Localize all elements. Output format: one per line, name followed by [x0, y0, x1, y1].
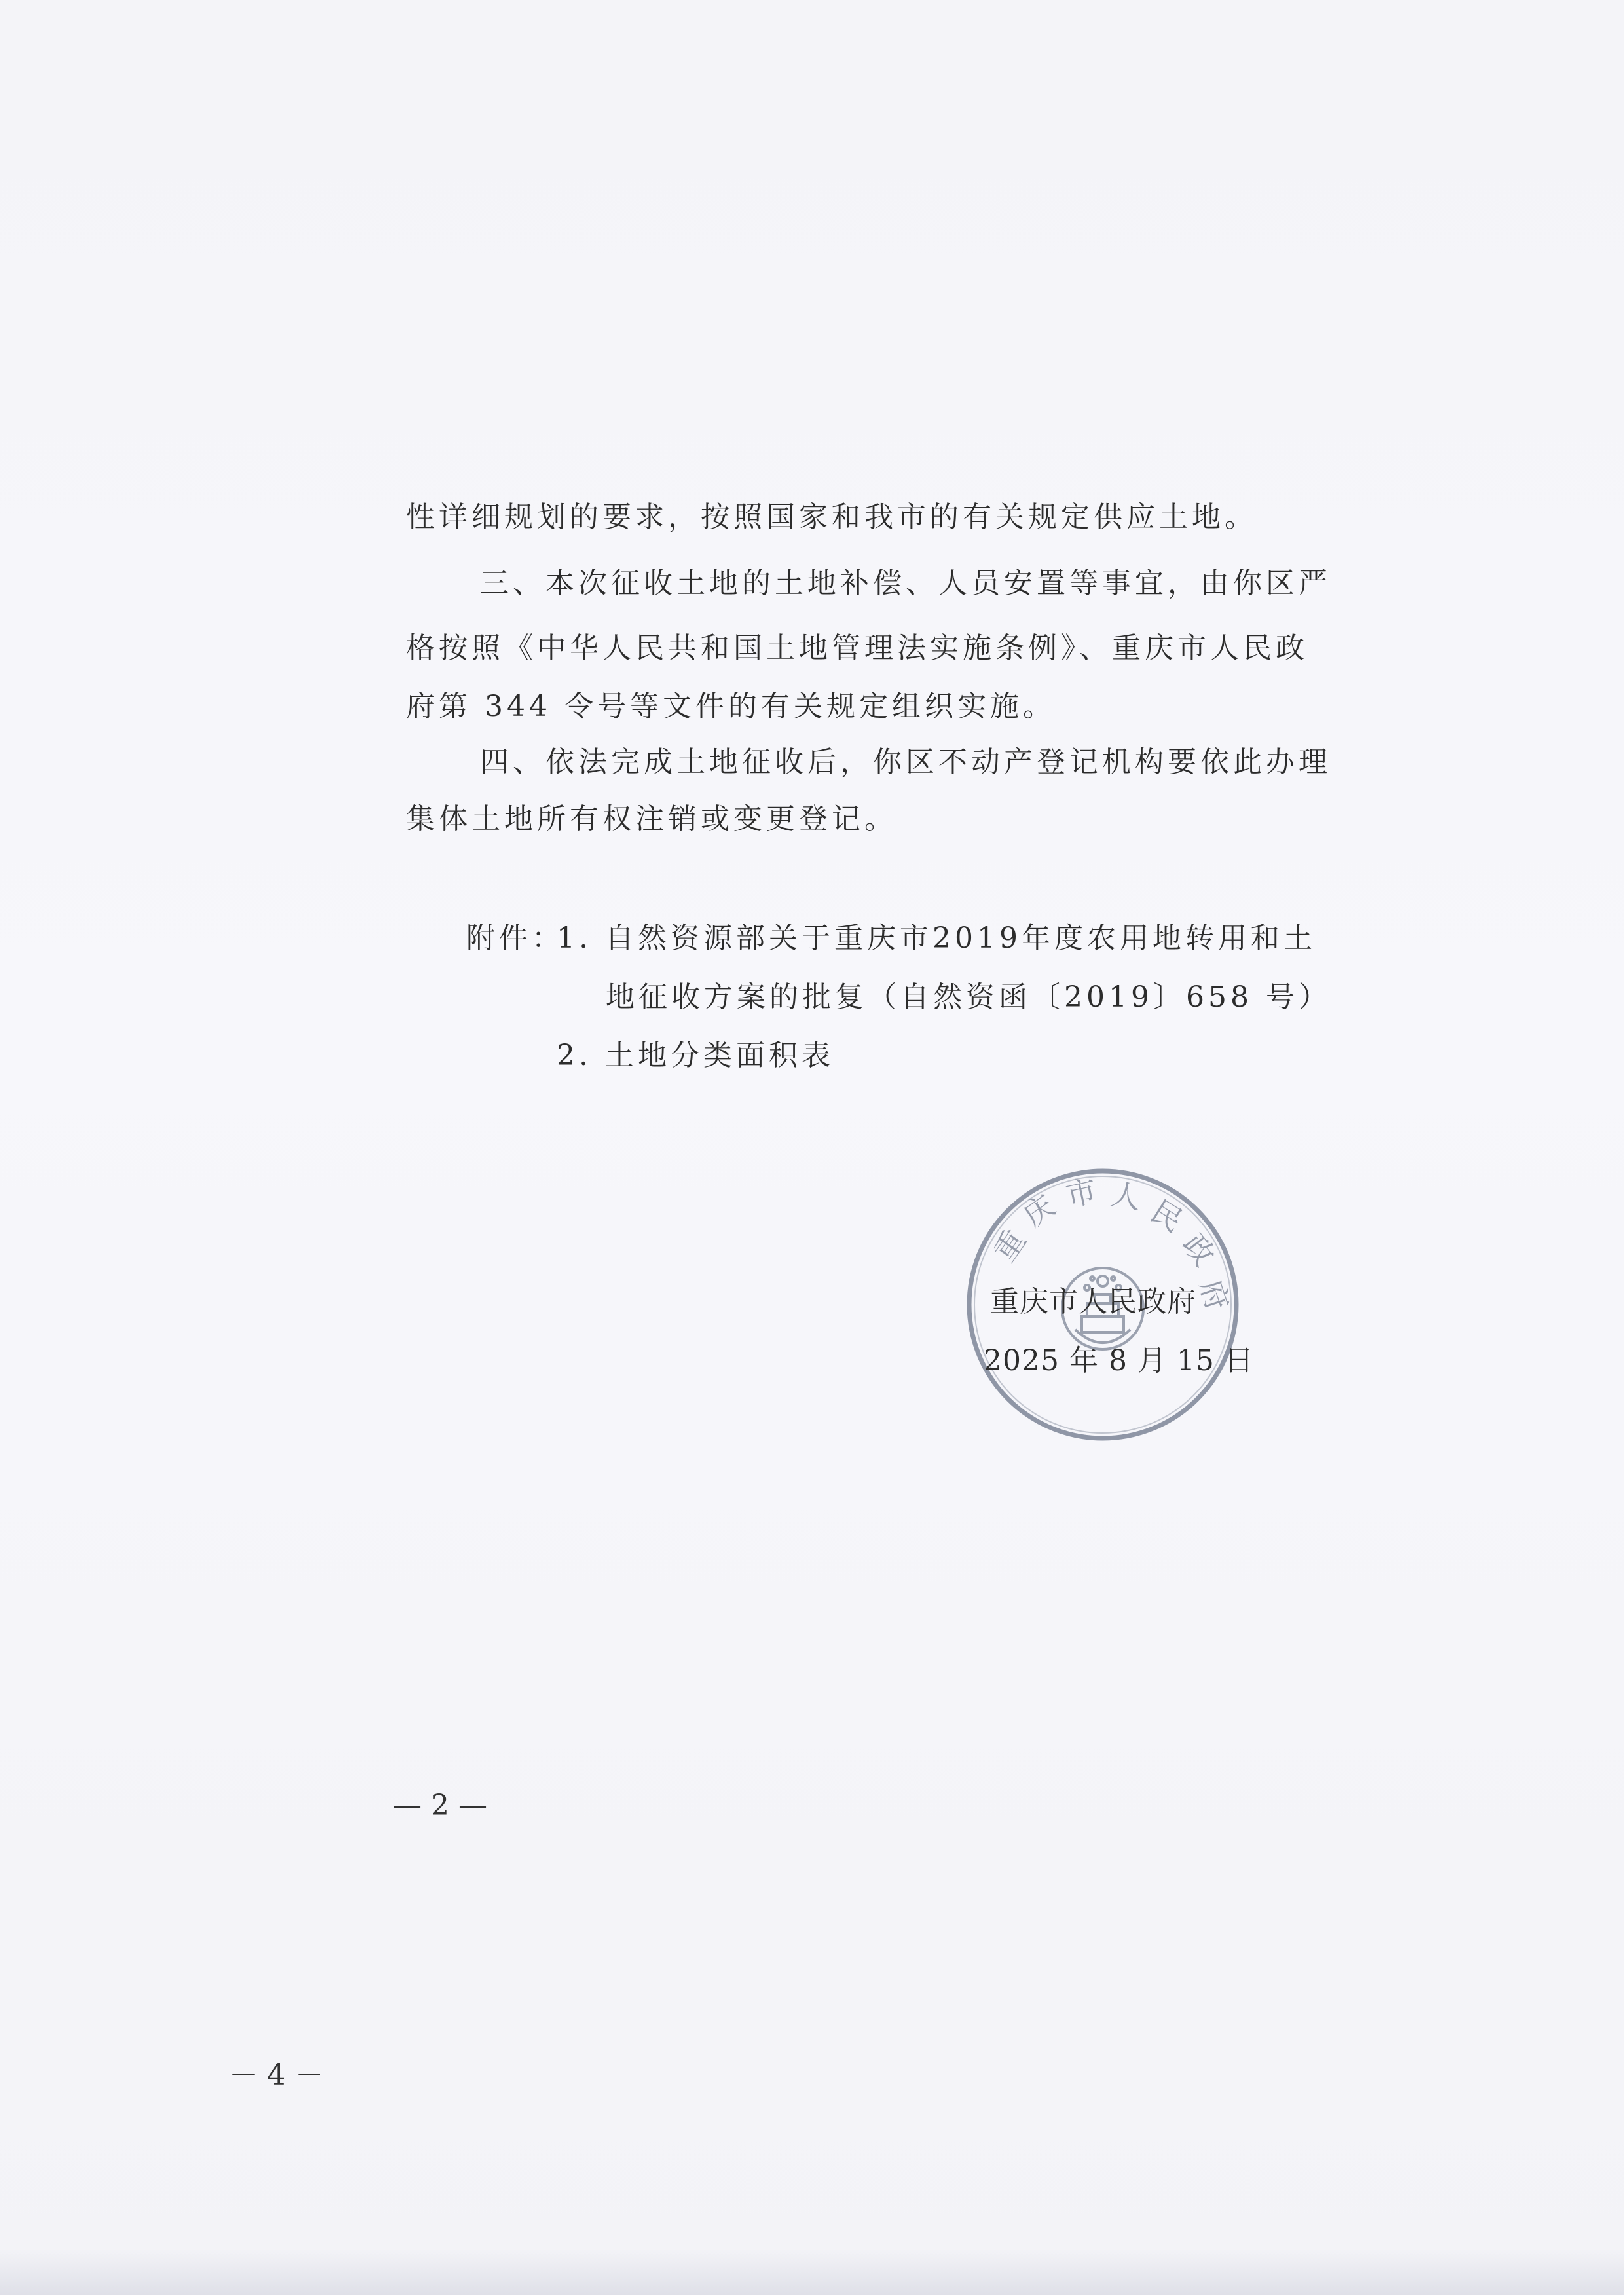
svg-text:重: 重 — [986, 1223, 1033, 1269]
scan-bottom-edge — [0, 2249, 1624, 2295]
svg-text:政: 政 — [1175, 1227, 1223, 1273]
issue-date: 2025 年 8 月 15 日 — [984, 1344, 1254, 1377]
svg-text:府: 府 — [1192, 1275, 1236, 1315]
paragraph-4-line-2: 集体土地所有权注销或变更登记。 — [406, 802, 897, 836]
issuer-name: 重庆市人民政府 — [990, 1285, 1196, 1318]
attachment-1-line-1: 1. 自然资源部关于重庆市2019年度农用地转用和土 — [557, 922, 1316, 955]
attachments-label: 附件： — [466, 922, 564, 955]
svg-text:民: 民 — [1145, 1193, 1189, 1239]
paragraph-continuation: 性详细规划的要求，按照国家和我市的有关规定供应土地。 — [406, 500, 1257, 534]
attachment-2: 2. 土地分类面积表 — [557, 1039, 834, 1072]
attachment-1-line-2: 地征收方案的批复（自然资函〔2019〕658 号） — [606, 980, 1331, 1014]
outer-page-number: － 4 － — [229, 2059, 323, 2092]
paragraph-3-line-3: 府第 344 令号等文件的有关规定组织实施。 — [406, 690, 1056, 723]
inner-page-number: — 2 — — [393, 1789, 487, 1822]
svg-text:人: 人 — [1108, 1176, 1144, 1216]
paragraph-4-line-1: 四、依法完成土地征收后，你区不动产登记机构要依此办理 — [480, 745, 1331, 779]
svg-text:市: 市 — [1063, 1172, 1100, 1214]
paragraph-3-line-2: 格按照《中华人民共和国土地管理法实施条例》、重庆市人民政 — [406, 631, 1308, 665]
svg-text:庆: 庆 — [1016, 1187, 1061, 1235]
paragraph-3-line-1: 三、本次征收土地的土地补偿、人员安置等事宜，由你区严 — [480, 567, 1331, 600]
